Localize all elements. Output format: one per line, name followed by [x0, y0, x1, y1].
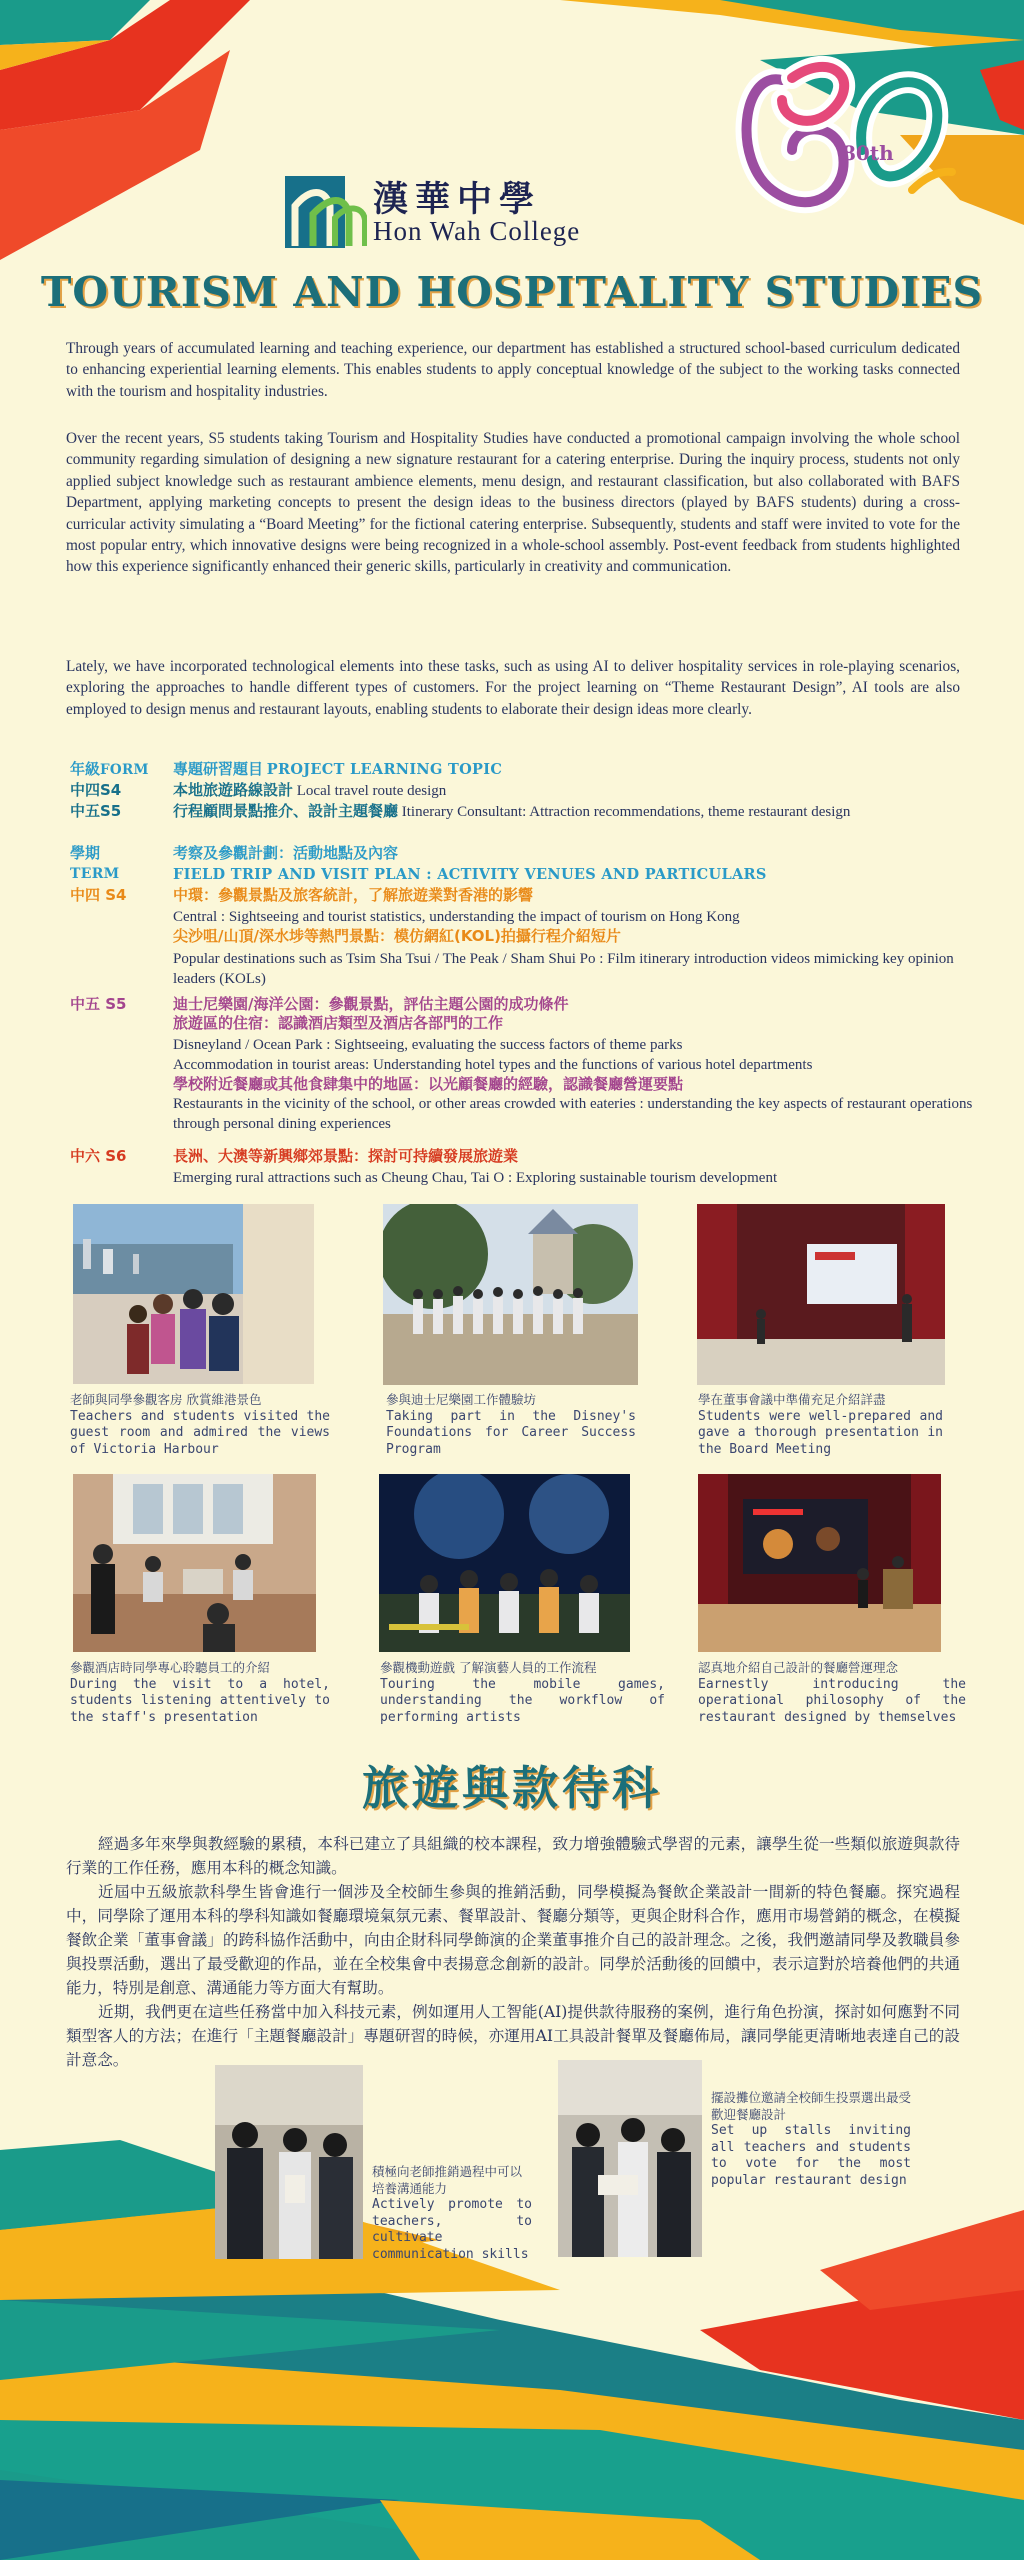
photo-voting-stalls [558, 2060, 702, 2257]
trip-s5-line2-cn: 旅遊區的住宿：認識酒店類型及酒店各部門的工作 [173, 1014, 504, 1032]
trip-s5-line1-en: Disneyland / Ocean Park : Sightseeing, evaluating the success factors of theme parks [173, 1037, 683, 1053]
cn-paragraph-1: 經過多年來學與教經驗的累積，本科已建立了具組織的校本課程，致力增強體驗式學習的元素，讓學生從一些類似旅遊與款待行業的工作任務，應用本科的概念知識。 [66, 1835, 960, 1877]
trip-s6-label: 中六 S6 [70, 1147, 127, 1165]
s4-topic-en: Local travel route design [296, 783, 447, 799]
caption-1: 老師與同學參觀客房 欣賞維港景色 Teachers and students visited the guest room and admired the views of Victoria Harbour [70, 1392, 330, 1457]
trip-s6-cn: 長洲、大澳等新興鄉郊景點：探討可持續發展旅遊業 [173, 1147, 519, 1165]
topic-label-cn: 專題研習題目 [173, 760, 264, 778]
term-label-cn: 學期 [70, 844, 101, 862]
term-label-en: TERM [70, 866, 120, 882]
trip-s5-line1-cn: 迪士尼樂園/海洋公園：參觀景點，評估主題公園的成功條件 [173, 995, 569, 1013]
photo-promote-teachers [215, 2065, 363, 2259]
trip-s5-line2-en: Accommodation in tourist areas: Understanding hotel types and the functions of various hotel departments [173, 1057, 813, 1073]
trip-s4-line2-en: Popular destinations such as Tsim Sha Tsui / The Peak / Sham Shui Po : Film itinerary introduction videos mimicking key opinion leaders (KOLs) [173, 951, 954, 987]
trip-s6-en: Emerging rural attractions such as Cheung Chau, Tai O : Exploring sustainable tourism development [173, 1170, 778, 1186]
photo-board-meeting [697, 1204, 945, 1385]
caption-2: 參與迪士尼樂園工作體驗坊 Taking part in the Disney's Foundations for Career Success Program [386, 1392, 636, 1457]
school-emblem-icon [285, 176, 367, 248]
caption-4: 參觀酒店時同學專心聆聽員工的介紹 During the visit to a hotel, students listening attentively to the staff's presentation [70, 1660, 330, 1725]
form-label-en: FORM [100, 762, 149, 778]
trip-heading-cn: 考察及參觀計劃：活動地點及內容 [173, 844, 399, 862]
caption-bottom-1: 積極向老師推銷過程中可以培養溝通能力 Actively promote to teachers, to cultivate communication skills [372, 2164, 532, 2262]
trip-heading-en: FIELD TRIP AND VISIT PLAN : ACTIVITY VENUES AND PARTICULARS [173, 866, 767, 883]
trip-s5-label: 中五 S5 [70, 995, 127, 1013]
trip-s4-line1-cn: 中環：參觀景點及旅客統計，了解旅遊業對香港的影響 [173, 886, 534, 904]
anniversary-badge [722, 40, 972, 240]
caption-6: 認真地介紹自己設計的餐廳營運理念 Earnestly introducing the operational philosophy of the restaurant designed by themselves [698, 1660, 966, 1725]
s5-topic-cn: 行程顧問景點推介、設計主題餐廳 [173, 802, 399, 820]
s5-topic-en: Itinerary Consultant: Attraction recommendations, theme restaurant design [401, 804, 851, 820]
form-label-cn: 年級 [70, 760, 101, 778]
trip-s4-line2-cn: 尖沙咀/山頂/深水埗等熱門景點：模仿網紅(KOL)拍攝行程介紹短片 [173, 927, 621, 945]
trip-s4-label: 中四 S4 [70, 886, 127, 904]
school-name-cn: 漢華中學 [373, 179, 542, 220]
cn-paragraph-3: 近期，我們更在這些任務當中加入科技元素，例如運用人工智能(AI)提供款待服務的案例，進行角色扮演，探討如何應對不同類型客人的方法；在進行「主題餐廳設計」專題研習的時候，亦運用AI工具設計餐單及餐廳佈局，讓同學能更清晰地表達自己的設計意念。 [66, 2003, 960, 2069]
caption-bottom-2: 擺設攤位邀請全校師生投票選出最受歡迎餐廳設計 Set up stalls inviting all teachers and students to vote for the most popular restaurant design [711, 2090, 912, 2188]
photo-disneyland [383, 1204, 638, 1385]
topic-label-en: PROJECT LEARNING TOPIC [266, 761, 503, 778]
trip-s5-line3-en: Restaurants in the vicinity of the school, or other areas crowded with eateries : understanding the key aspects of restaurant operations through personal dining experiences [173, 1096, 973, 1132]
school-name-en: Hon Wah College [373, 216, 581, 246]
page-title-en: TOURISM AND HOSPITALITY STUDIES [40, 268, 984, 316]
caption-5: 參觀機動遊戲 了解演藝人員的工作流程 Touring the mobile games, understanding the workflow of performing artists [380, 1660, 665, 1725]
s5-label: 中五S5 [70, 802, 122, 820]
s4-label: 中四S4 [70, 781, 122, 799]
intro-paragraph-1: Through years of accumulated learning and teaching experience, our department has established a structured school-based curriculum dedicated to enhancing experiential learning elements. This enables students to apply conceptual knowledge of the subject to the working tasks connected with the tourism and hospitality industries. [66, 340, 960, 400]
photo-hotel-visit [73, 1474, 316, 1652]
photo-restaurant-presentation [698, 1474, 941, 1652]
intro-paragraph-3: Lately, we have incorporated technological elements into these tasks, such as using AI to deliver hospitality services in role-playing scenarios, exploring the approaches to handle different types of customers. For the project learning on “Theme Restaurant Design”, AI tools are also employed to design menus and restaurant layouts, enabling students to elaborate their design ideas more clearly. [66, 658, 960, 718]
photo-hotel-room [73, 1204, 314, 1384]
s4-topic-cn: 本地旅遊路線設計 [173, 781, 294, 799]
cn-paragraph-2: 近屆中五級旅款科學生皆會進行一個涉及全校師生參與的推銷活動，同學模擬為餐飲企業設計一間新的特色餐廳。探究過程中，同學除了運用本科的學科知識如餐廳環境氣氛元素、餐單設計、餐廳分類等，更與企財科合作，應用市場營銷的概念，在模擬餐飲企業「董事會議」的跨科協作活動中，向由企財科同學飾演的企業董事推介自己的設計理念。之後，我們邀請同學及教職員參與投票活動，選出了最受歡迎的作品，並在全校集會中表揚意念創新的設計。同學於活動後的回饋中，表示這對於培養他們的共通能力，特別是創意、溝通能力等方面大有幫助。 [66, 1883, 960, 1997]
page-title-cn: 旅遊與款待科 [362, 1761, 662, 1815]
trip-s4-line1-en: Central : Sightseeing and tourist statistics, understanding the impact of tourism on Hong Kong [173, 909, 740, 925]
caption-3: 學在董事會議中準備充足介紹詳盡 Students were well-prepared and gave a thorough presentation in the Board Meeting [698, 1392, 943, 1457]
photo-mobile-games [379, 1474, 630, 1652]
school-logo [285, 172, 625, 252]
intro-paragraph-2: Over the recent years, S5 students taking Tourism and Hospitality Studies have conducted a promotional campaign involving the whole school community regarding simulation of designing a new signature restaurant for a catering enterprise. During the inquiry process, students not only applied subject knowledge such as restaurant ambience elements, menu design, and restaurant classification, but also collaborated with BAFS Department, applying marketing concepts to present the design ideas to the business directors (played by BAFS students) during a cross-curricular activity simulating a “Board Meeting” for the fictional catering enterprise. Subsequently, students and staff were invited to vote for the most popular entry, which innovative designs were being recognized in a whole-school assembly. Post-event feedback from students highlighted how this experience significantly enhanced their generic skills, particularly in creativity and communication. [66, 430, 960, 576]
trip-s5-line3-cn: 學校附近餐廳或其他食肆集中的地區：以光顧餐廳的經驗，認識餐廳營運要點 [173, 1075, 684, 1093]
badge-text: 80th [842, 141, 894, 165]
